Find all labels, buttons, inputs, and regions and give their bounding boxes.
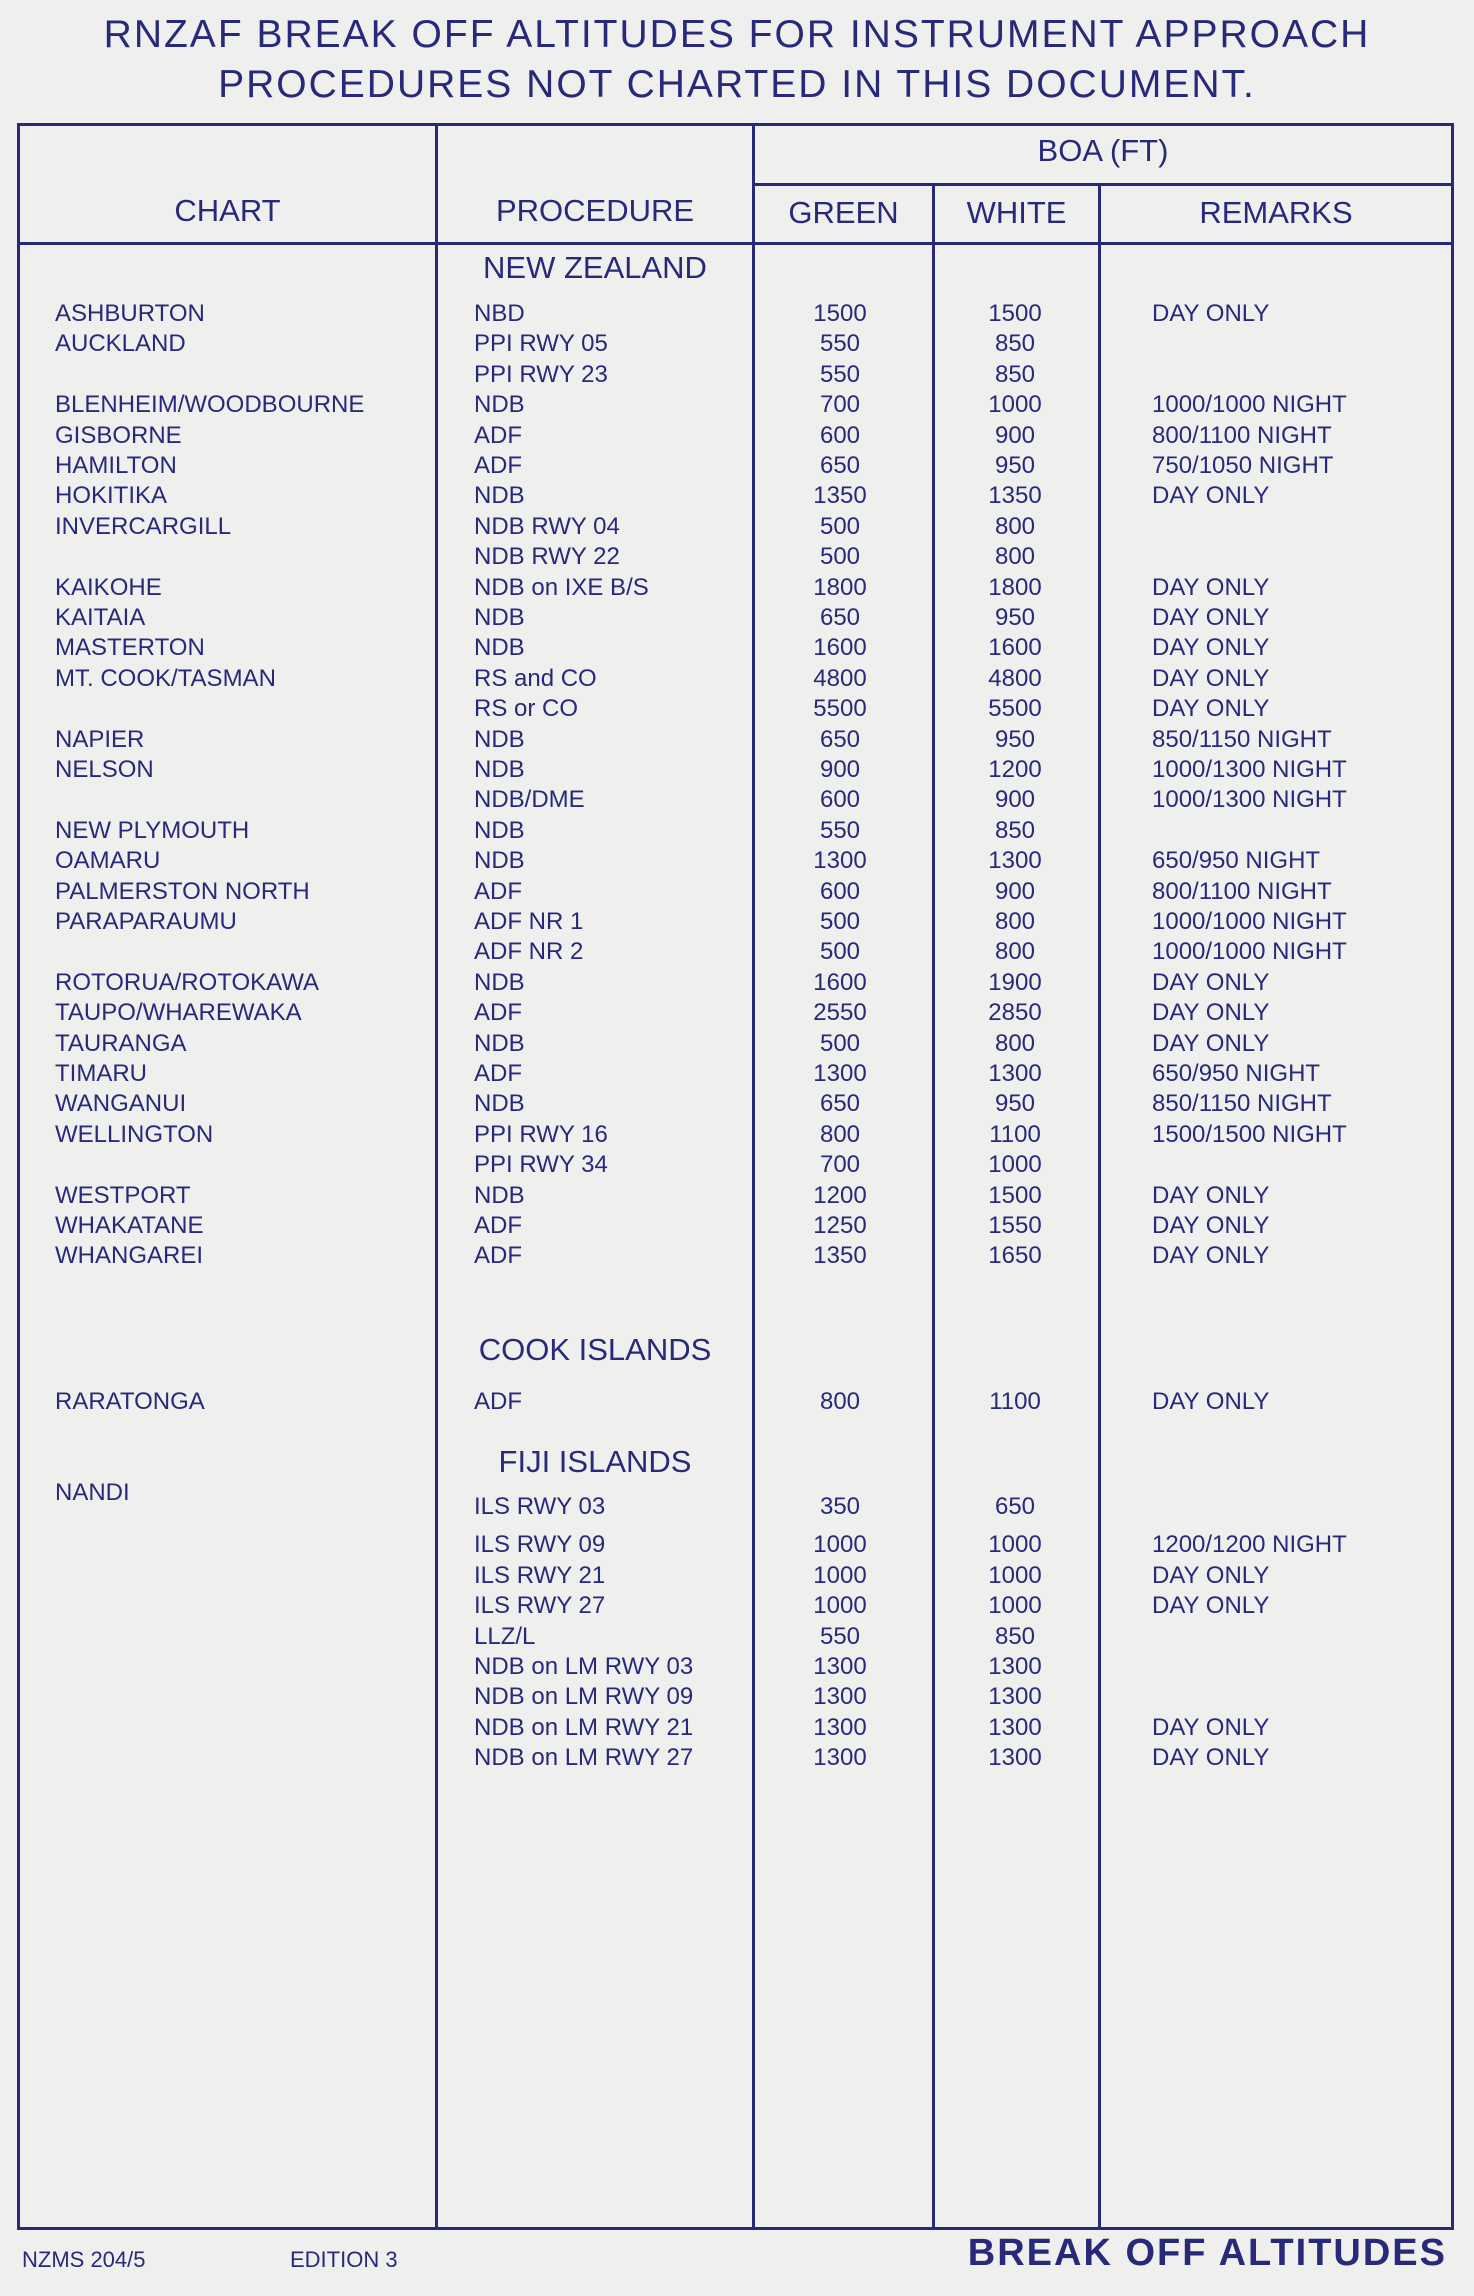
header-procedure: PROCEDURE <box>495 193 695 228</box>
cell-white: 800 <box>994 1029 1036 1057</box>
cell-procedure: ADF <box>474 1212 522 1239</box>
cell-procedure: ADF <box>474 1388 522 1415</box>
cell-white: 850 <box>994 330 1036 358</box>
cell-chart: RARATONGA <box>55 1388 205 1415</box>
cell-green: 1200 <box>813 1181 867 1209</box>
cell-white: 1100 <box>989 1120 1041 1148</box>
cell-procedure: ADF NR 1 <box>474 908 584 935</box>
cell-white: 1000 <box>988 391 1042 419</box>
cell-remarks: DAY ONLY <box>1152 999 1270 1027</box>
cell-remarks: DAY ONLY <box>1152 695 1270 723</box>
cell-green: 550 <box>819 1622 861 1650</box>
cell-green: 1300 <box>813 1713 867 1741</box>
cell-white: 850 <box>994 1622 1036 1650</box>
cell-green: 2550 <box>813 999 867 1027</box>
cell-green: 550 <box>819 330 861 358</box>
cell-chart: ROTORUA/ROTOKAWA <box>55 968 320 996</box>
cell-remarks: 650/950 NIGHT <box>1152 847 1321 875</box>
cell-chart: WHAKATANE <box>55 1212 204 1239</box>
cell-chart: HOKITIKA <box>55 482 168 510</box>
cell-white: 850 <box>994 816 1036 844</box>
table-row <box>0 1682 1474 1712</box>
cell-chart: TAURANGA <box>55 1029 187 1057</box>
cell-procedure: NBD <box>474 300 525 327</box>
cell-green: 1300 <box>813 1653 867 1680</box>
title-line-1: RNZAF BREAK OFF ALTITUDES FOR INSTRUMENT APPROACH <box>103 13 1371 56</box>
cell-green: 1000 <box>813 1561 867 1589</box>
cell-white: 1300 <box>988 1713 1042 1741</box>
table-row <box>0 1089 1474 1119</box>
header-white: WHITE <box>966 195 1067 230</box>
cell-chart: GISBORNE <box>55 421 182 449</box>
section-heading: FIJI ISLANDS <box>498 1444 692 1479</box>
cell-green: 4800 <box>813 664 867 692</box>
cell-white: 800 <box>994 543 1036 571</box>
cell-chart: WANGANUI <box>55 1090 187 1118</box>
cell-remarks: DAY ONLY <box>1152 664 1270 692</box>
cell-chart: PARAPARAUMU <box>55 908 237 935</box>
table-row <box>0 937 1474 967</box>
table-row <box>0 846 1474 876</box>
cell-white: 800 <box>994 908 1036 935</box>
table-row <box>0 1561 1474 1591</box>
cell-green: 1250 <box>813 1212 867 1239</box>
cell-white: 800 <box>994 512 1036 540</box>
cell-chart: KAITAIA <box>55 604 146 631</box>
cell-remarks: DAY ONLY <box>1152 573 1270 601</box>
cell-procedure: NDB <box>474 756 525 783</box>
cell-green: 1300 <box>813 1744 867 1772</box>
table-row <box>0 542 1474 572</box>
cell-remarks: DAY ONLY <box>1152 1212 1270 1239</box>
cell-remarks: DAY ONLY <box>1152 1713 1270 1741</box>
cell-white: 900 <box>994 421 1036 449</box>
cell-white: 1600 <box>988 634 1042 662</box>
cell-procedure: PPI RWY 23 <box>474 360 608 388</box>
cell-white: 1200 <box>988 756 1042 783</box>
cell-remarks: DAY ONLY <box>1152 1592 1270 1620</box>
table-row <box>0 1622 1474 1652</box>
cell-white: 1800 <box>988 573 1042 601</box>
table-row <box>0 1211 1474 1241</box>
footer-label: BREAK OFF ALTITUDES <box>967 2232 1447 2274</box>
cell-green: 550 <box>819 816 861 844</box>
cell-chart: BLENHEIM/WOODBOURNE <box>55 391 365 419</box>
cell-procedure: PPI RWY 34 <box>474 1151 608 1179</box>
cell-green: 1350 <box>813 482 867 510</box>
cell-white: 1500 <box>988 1181 1042 1209</box>
cell-white: 1300 <box>988 1060 1042 1087</box>
cell-remarks: DAY ONLY <box>1152 634 1270 662</box>
section-heading: COOK ISLANDS <box>478 1332 712 1367</box>
cell-procedure: NDB <box>474 1181 525 1209</box>
cell-green: 600 <box>819 421 861 449</box>
cell-chart: INVERCARGILL <box>55 512 232 540</box>
cell-green: 800 <box>819 1388 861 1415</box>
cell-white: 1350 <box>988 482 1042 510</box>
cell-green: 1300 <box>813 847 867 875</box>
cell-remarks: 1000/1000 NIGHT <box>1152 908 1347 935</box>
cell-remarks: DAY ONLY <box>1152 300 1270 327</box>
cell-procedure: NDB RWY 22 <box>474 543 620 571</box>
table-row <box>0 360 1474 390</box>
cell-procedure: ADF <box>474 999 522 1027</box>
cell-chart: HAMILTON <box>55 452 177 479</box>
cell-procedure: NDB <box>474 634 525 662</box>
cell-remarks: 1500/1500 NIGHT <box>1152 1120 1347 1148</box>
cell-remarks: 1000/1000 NIGHT <box>1152 391 1347 419</box>
cell-green: 600 <box>819 877 861 905</box>
cell-procedure: NDB on LM RWY 03 <box>474 1653 694 1680</box>
cell-remarks: 1000/1300 NIGHT <box>1152 786 1347 814</box>
cell-remarks: 650/950 NIGHT <box>1152 1060 1321 1087</box>
table-row <box>0 573 1474 603</box>
cell-procedure: ADF <box>474 452 522 479</box>
cell-green: 1300 <box>813 1060 867 1087</box>
cell-white: 650 <box>994 1493 1036 1520</box>
table-row <box>0 512 1474 542</box>
cell-procedure: ILS RWY 27 <box>474 1592 606 1620</box>
cell-white: 1650 <box>988 1242 1042 1270</box>
cell-remarks: 800/1100 NIGHT <box>1152 421 1332 449</box>
cell-procedure: ILS RWY 09 <box>474 1531 606 1559</box>
cell-procedure: NDB RWY 04 <box>474 512 620 540</box>
cell-chart: WESTPORT <box>55 1181 191 1209</box>
cell-white: 850 <box>994 360 1036 388</box>
cell-white: 4800 <box>988 664 1042 692</box>
cell-procedure: NDB/DME <box>474 786 585 814</box>
table-row <box>0 1530 1474 1560</box>
cell-white: 950 <box>994 1090 1036 1118</box>
cell-white: 1000 <box>988 1151 1042 1179</box>
cell-procedure: NDB <box>474 968 525 996</box>
table-row <box>0 1150 1474 1180</box>
section-heading: NEW ZEALAND <box>483 250 707 285</box>
cell-procedure: ILS RWY 03 <box>474 1493 606 1520</box>
table-row <box>0 421 1474 451</box>
table-row <box>0 1387 1474 1417</box>
table-row <box>0 299 1474 329</box>
cell-green: 600 <box>819 786 861 814</box>
footer-series: NZMS 204/5 <box>22 2247 146 2272</box>
cell-remarks: DAY ONLY <box>1152 604 1270 631</box>
cell-green: 1350 <box>813 1242 867 1270</box>
cell-green: 1300 <box>813 1683 867 1711</box>
cell-procedure: NDB on LM RWY 09 <box>474 1683 694 1711</box>
cell-green: 650 <box>819 1090 861 1118</box>
table-row <box>0 694 1474 724</box>
cell-procedure: NDB on LM RWY 21 <box>474 1713 694 1741</box>
cell-remarks: DAY ONLY <box>1152 1744 1270 1772</box>
cell-procedure: RS and CO <box>474 664 597 692</box>
cell-chart: TAUPO/WHAREWAKA <box>55 999 302 1027</box>
cell-remarks: 1000/1300 NIGHT <box>1152 756 1347 783</box>
cell-white: 1550 <box>988 1212 1042 1239</box>
cell-white: 1300 <box>988 1653 1042 1680</box>
table-row <box>0 877 1474 907</box>
cell-procedure: PPI RWY 16 <box>474 1120 608 1148</box>
cell-green: 550 <box>819 360 861 388</box>
table-row <box>0 907 1474 937</box>
cell-procedure: PPI RWY 05 <box>474 330 608 358</box>
table-row <box>0 1652 1474 1682</box>
cell-remarks: DAY ONLY <box>1152 968 1270 996</box>
cell-green: 5500 <box>813 695 867 723</box>
cell-procedure: NDB on LM RWY 27 <box>474 1744 694 1772</box>
cell-procedure: ADF <box>474 1060 522 1087</box>
table-row <box>0 1059 1474 1089</box>
table-row <box>0 1181 1474 1211</box>
table-row <box>0 1743 1474 1773</box>
cell-procedure: NDB <box>474 816 525 844</box>
header-boa: BOA (FT) <box>1037 133 1169 168</box>
cell-white: 950 <box>994 452 1036 479</box>
table-row <box>0 1029 1474 1059</box>
header-remarks: REMARKS <box>1199 195 1353 230</box>
cell-green: 650 <box>819 604 861 631</box>
cell-chart: NEW PLYMOUTH <box>55 816 250 844</box>
cell-remarks: 850/1150 NIGHT <box>1152 1090 1332 1118</box>
cell-procedure: ADF <box>474 421 522 449</box>
cell-white: 1300 <box>988 847 1042 875</box>
cell-remarks: DAY ONLY <box>1152 1242 1270 1270</box>
cell-green: 500 <box>819 512 861 540</box>
table-row <box>0 968 1474 998</box>
table-row <box>0 1479 1474 1522</box>
cell-chart: MASTERTON <box>55 634 205 662</box>
cell-chart: ASHBURTON <box>55 300 205 327</box>
cell-procedure: RS or CO <box>474 695 579 723</box>
cell-remarks: DAY ONLY <box>1152 1388 1270 1415</box>
cell-green: 500 <box>819 908 861 935</box>
cell-green: 1000 <box>813 1531 867 1559</box>
cell-white: 2850 <box>988 999 1042 1027</box>
table-row <box>0 785 1474 815</box>
table-row <box>0 481 1474 511</box>
table-row <box>0 451 1474 481</box>
table-row <box>0 816 1474 846</box>
cell-procedure: NDB <box>474 1090 525 1118</box>
cell-chart: KAIKOHE <box>55 573 162 601</box>
cell-green: 350 <box>819 1493 861 1520</box>
cell-white: 900 <box>994 877 1036 905</box>
cell-white: 5500 <box>988 695 1042 723</box>
header-green: GREEN <box>788 195 899 230</box>
cell-green: 1600 <box>813 634 867 662</box>
table-row <box>0 329 1474 359</box>
cell-chart: NELSON <box>55 756 154 783</box>
cell-green: 1000 <box>813 1592 867 1620</box>
footer-edition: EDITION 3 <box>290 2247 398 2272</box>
table-row <box>0 1713 1474 1743</box>
cell-procedure: ADF <box>474 877 522 905</box>
table-row <box>0 725 1474 755</box>
cell-chart: AUCKLAND <box>55 330 186 358</box>
cell-remarks: DAY ONLY <box>1152 1181 1270 1209</box>
cell-green: 700 <box>819 1151 861 1179</box>
cell-white: 1500 <box>988 300 1042 327</box>
table-row <box>0 664 1474 694</box>
header-chart: CHART <box>174 193 281 228</box>
cell-procedure: LLZ/L <box>474 1622 536 1650</box>
cell-procedure: NDB <box>474 847 525 875</box>
cell-chart: MT. COOK/TASMAN <box>55 664 276 692</box>
cell-white: 1300 <box>988 1683 1042 1711</box>
cell-white: 950 <box>994 604 1036 631</box>
cell-white: 1300 <box>988 1744 1042 1772</box>
table-row <box>0 755 1474 785</box>
cell-green: 500 <box>819 938 861 966</box>
cell-procedure: ADF <box>474 1242 522 1270</box>
table-row <box>0 998 1474 1028</box>
cell-white: 1100 <box>989 1388 1041 1415</box>
cell-white: 800 <box>994 938 1036 966</box>
cell-white: 900 <box>994 786 1036 814</box>
table-row <box>0 633 1474 663</box>
cell-remarks: 1000/1000 NIGHT <box>1152 938 1347 966</box>
cell-procedure: NDB <box>474 391 525 419</box>
table-row <box>0 390 1474 420</box>
cell-procedure: NDB <box>474 725 525 753</box>
cell-procedure: NDB <box>474 482 525 510</box>
cell-remarks: 850/1150 NIGHT <box>1152 725 1332 753</box>
cell-white: 1900 <box>988 968 1042 996</box>
table-row <box>0 603 1474 633</box>
cell-remarks: 1200/1200 NIGHT <box>1152 1531 1347 1559</box>
cell-white: 1000 <box>988 1561 1042 1589</box>
cell-white: 1000 <box>988 1531 1042 1559</box>
cell-procedure: NDB <box>474 1029 525 1057</box>
cell-chart: TIMARU <box>55 1060 147 1087</box>
cell-green: 800 <box>819 1120 861 1148</box>
cell-green: 1800 <box>813 573 867 601</box>
cell-green: 650 <box>819 452 861 479</box>
cell-chart: NANDI <box>55 1479 130 1506</box>
cell-green: 1500 <box>813 300 867 327</box>
cell-white: 950 <box>994 725 1036 753</box>
title-line-2: PROCEDURES NOT CHARTED IN THIS DOCUMENT. <box>218 63 1256 106</box>
cell-remarks: 750/1050 NIGHT <box>1152 452 1334 479</box>
cell-remarks: 800/1100 NIGHT <box>1152 877 1332 905</box>
cell-chart: PALMERSTON NORTH <box>55 877 310 905</box>
cell-white: 1000 <box>988 1592 1042 1620</box>
cell-chart: OAMARU <box>55 847 161 875</box>
cell-chart: NAPIER <box>55 725 145 753</box>
cell-chart: WHANGAREI <box>55 1242 204 1270</box>
table-row <box>0 1241 1474 1271</box>
cell-procedure: ADF NR 2 <box>474 938 584 966</box>
cell-remarks: DAY ONLY <box>1152 482 1270 510</box>
cell-procedure: NDB on IXE B/S <box>474 573 649 601</box>
cell-green: 500 <box>819 543 861 571</box>
cell-remarks: DAY ONLY <box>1152 1029 1270 1057</box>
table-row <box>0 1120 1474 1150</box>
cell-green: 500 <box>819 1029 861 1057</box>
table-row <box>0 1591 1474 1621</box>
cell-green: 700 <box>819 391 861 419</box>
cell-remarks: DAY ONLY <box>1152 1561 1270 1589</box>
cell-chart: WELLINGTON <box>55 1120 214 1148</box>
cell-green: 1600 <box>813 968 867 996</box>
cell-procedure: ILS RWY 21 <box>474 1561 606 1589</box>
cell-procedure: NDB <box>474 604 525 631</box>
cell-green: 900 <box>819 756 861 783</box>
cell-green: 650 <box>819 725 861 753</box>
